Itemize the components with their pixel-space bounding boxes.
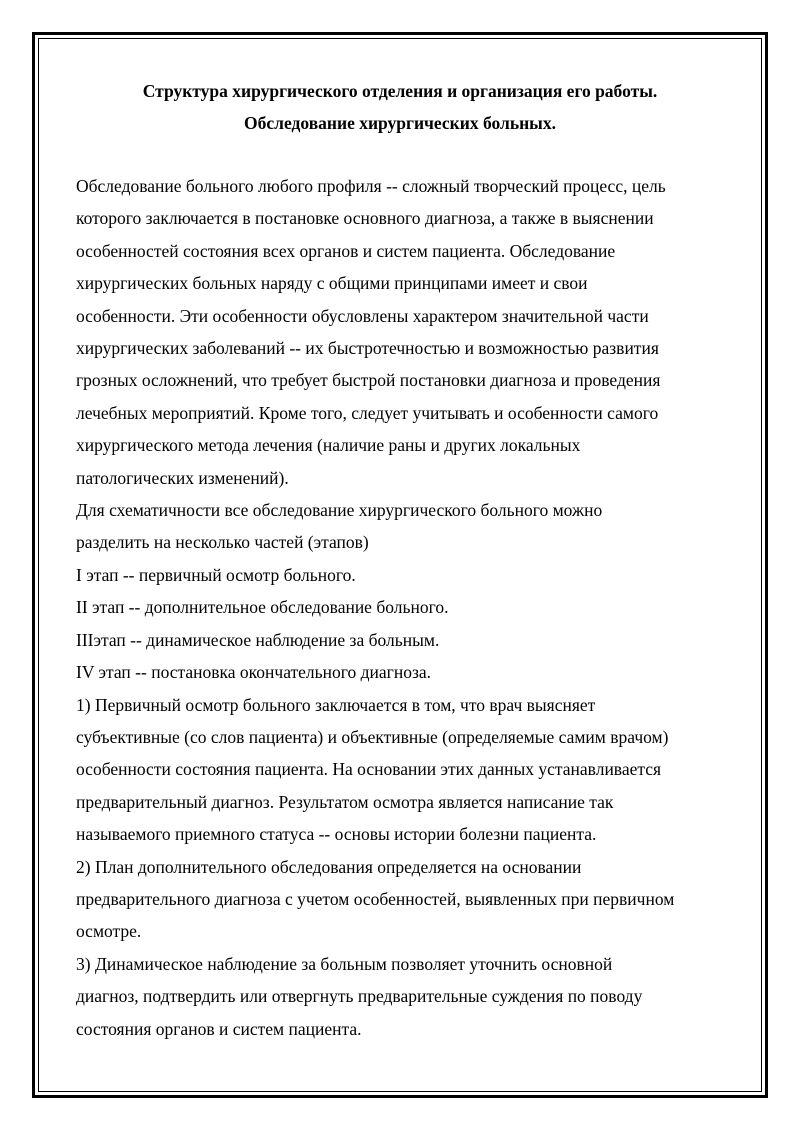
title-line-2: Обследование хирургических больных. xyxy=(244,113,556,133)
body-line: особенности состояния пациента. На основании этих данных устанавливается xyxy=(76,759,662,780)
body-line: хирургических заболеваний -- их быстротечностью и возможностью развития xyxy=(76,338,659,359)
body-line: грозных осложнений, что требует быстрой постановки диагноза и проведения xyxy=(76,370,661,391)
stage-line: IIIэтап -- динамическое наблюдение за больным. xyxy=(76,629,440,650)
body-line: диагноз, подтвердить или отвергнуть предварительные суждения по поводу xyxy=(76,986,643,1007)
body-line: субъективные (со слов пациента) и объективные (определяемые самим врачом) xyxy=(76,726,669,747)
body-line: патологических изменений). xyxy=(76,467,289,488)
body-line: которого заключается в постановке основного диагноза, а также в выяснении xyxy=(76,208,654,229)
body-line: предварительный диагноз. Результатом осмотра является написание так xyxy=(76,791,614,812)
body-line: разделить на несколько частей (этапов) xyxy=(76,532,369,553)
body-line: предварительного диагноза с учетом особенностей, выявленных при первичном xyxy=(76,888,675,909)
body-line: Для схематичности все обследование хирургического больного можно xyxy=(76,500,603,521)
body-line: хирургического метода лечения (наличие раны и других локальных xyxy=(76,435,581,456)
title-line-1: Структура хирургического отделения и организация его работы. xyxy=(142,81,658,101)
body-line: называемого приемного статуса -- основы истории болезни пациента. xyxy=(76,824,597,845)
stage-line: IV этап -- постановка окончательного диагноза. xyxy=(76,662,431,683)
document-title xyxy=(60,75,740,139)
stage-line: II этап -- дополнительное обследование больного. xyxy=(76,597,449,618)
body-line: 1) Первичный осмотр больного заключается в том, что врач выясняет xyxy=(76,694,596,715)
body-line: 3) Динамическое наблюдение за больным позволяет уточнить основной xyxy=(76,953,613,974)
body-line: особенности. Эти особенности обусловлены характером значительной части xyxy=(76,305,649,326)
body-line: 2) План дополнительного обследования определяется на основании xyxy=(76,856,582,877)
body-line: осмотре. xyxy=(76,921,142,942)
body-line: Обследование больного любого профиля -- сложный творческий процесс, цель xyxy=(76,176,666,196)
body-line: особенностей состояния всех органов и систем пациента. Обследование xyxy=(76,240,616,261)
body-line: хирургических больных наряду с общими принципами имеет и свои xyxy=(76,273,588,294)
body-line: состояния органов и систем пациента. xyxy=(76,1018,362,1039)
body-line: лечебных мероприятий. Кроме того, следует учитывать и особенности самого xyxy=(76,402,659,423)
stage-line: I этап -- первичный осмотр больного. xyxy=(76,564,356,585)
document-body xyxy=(76,170,736,1045)
